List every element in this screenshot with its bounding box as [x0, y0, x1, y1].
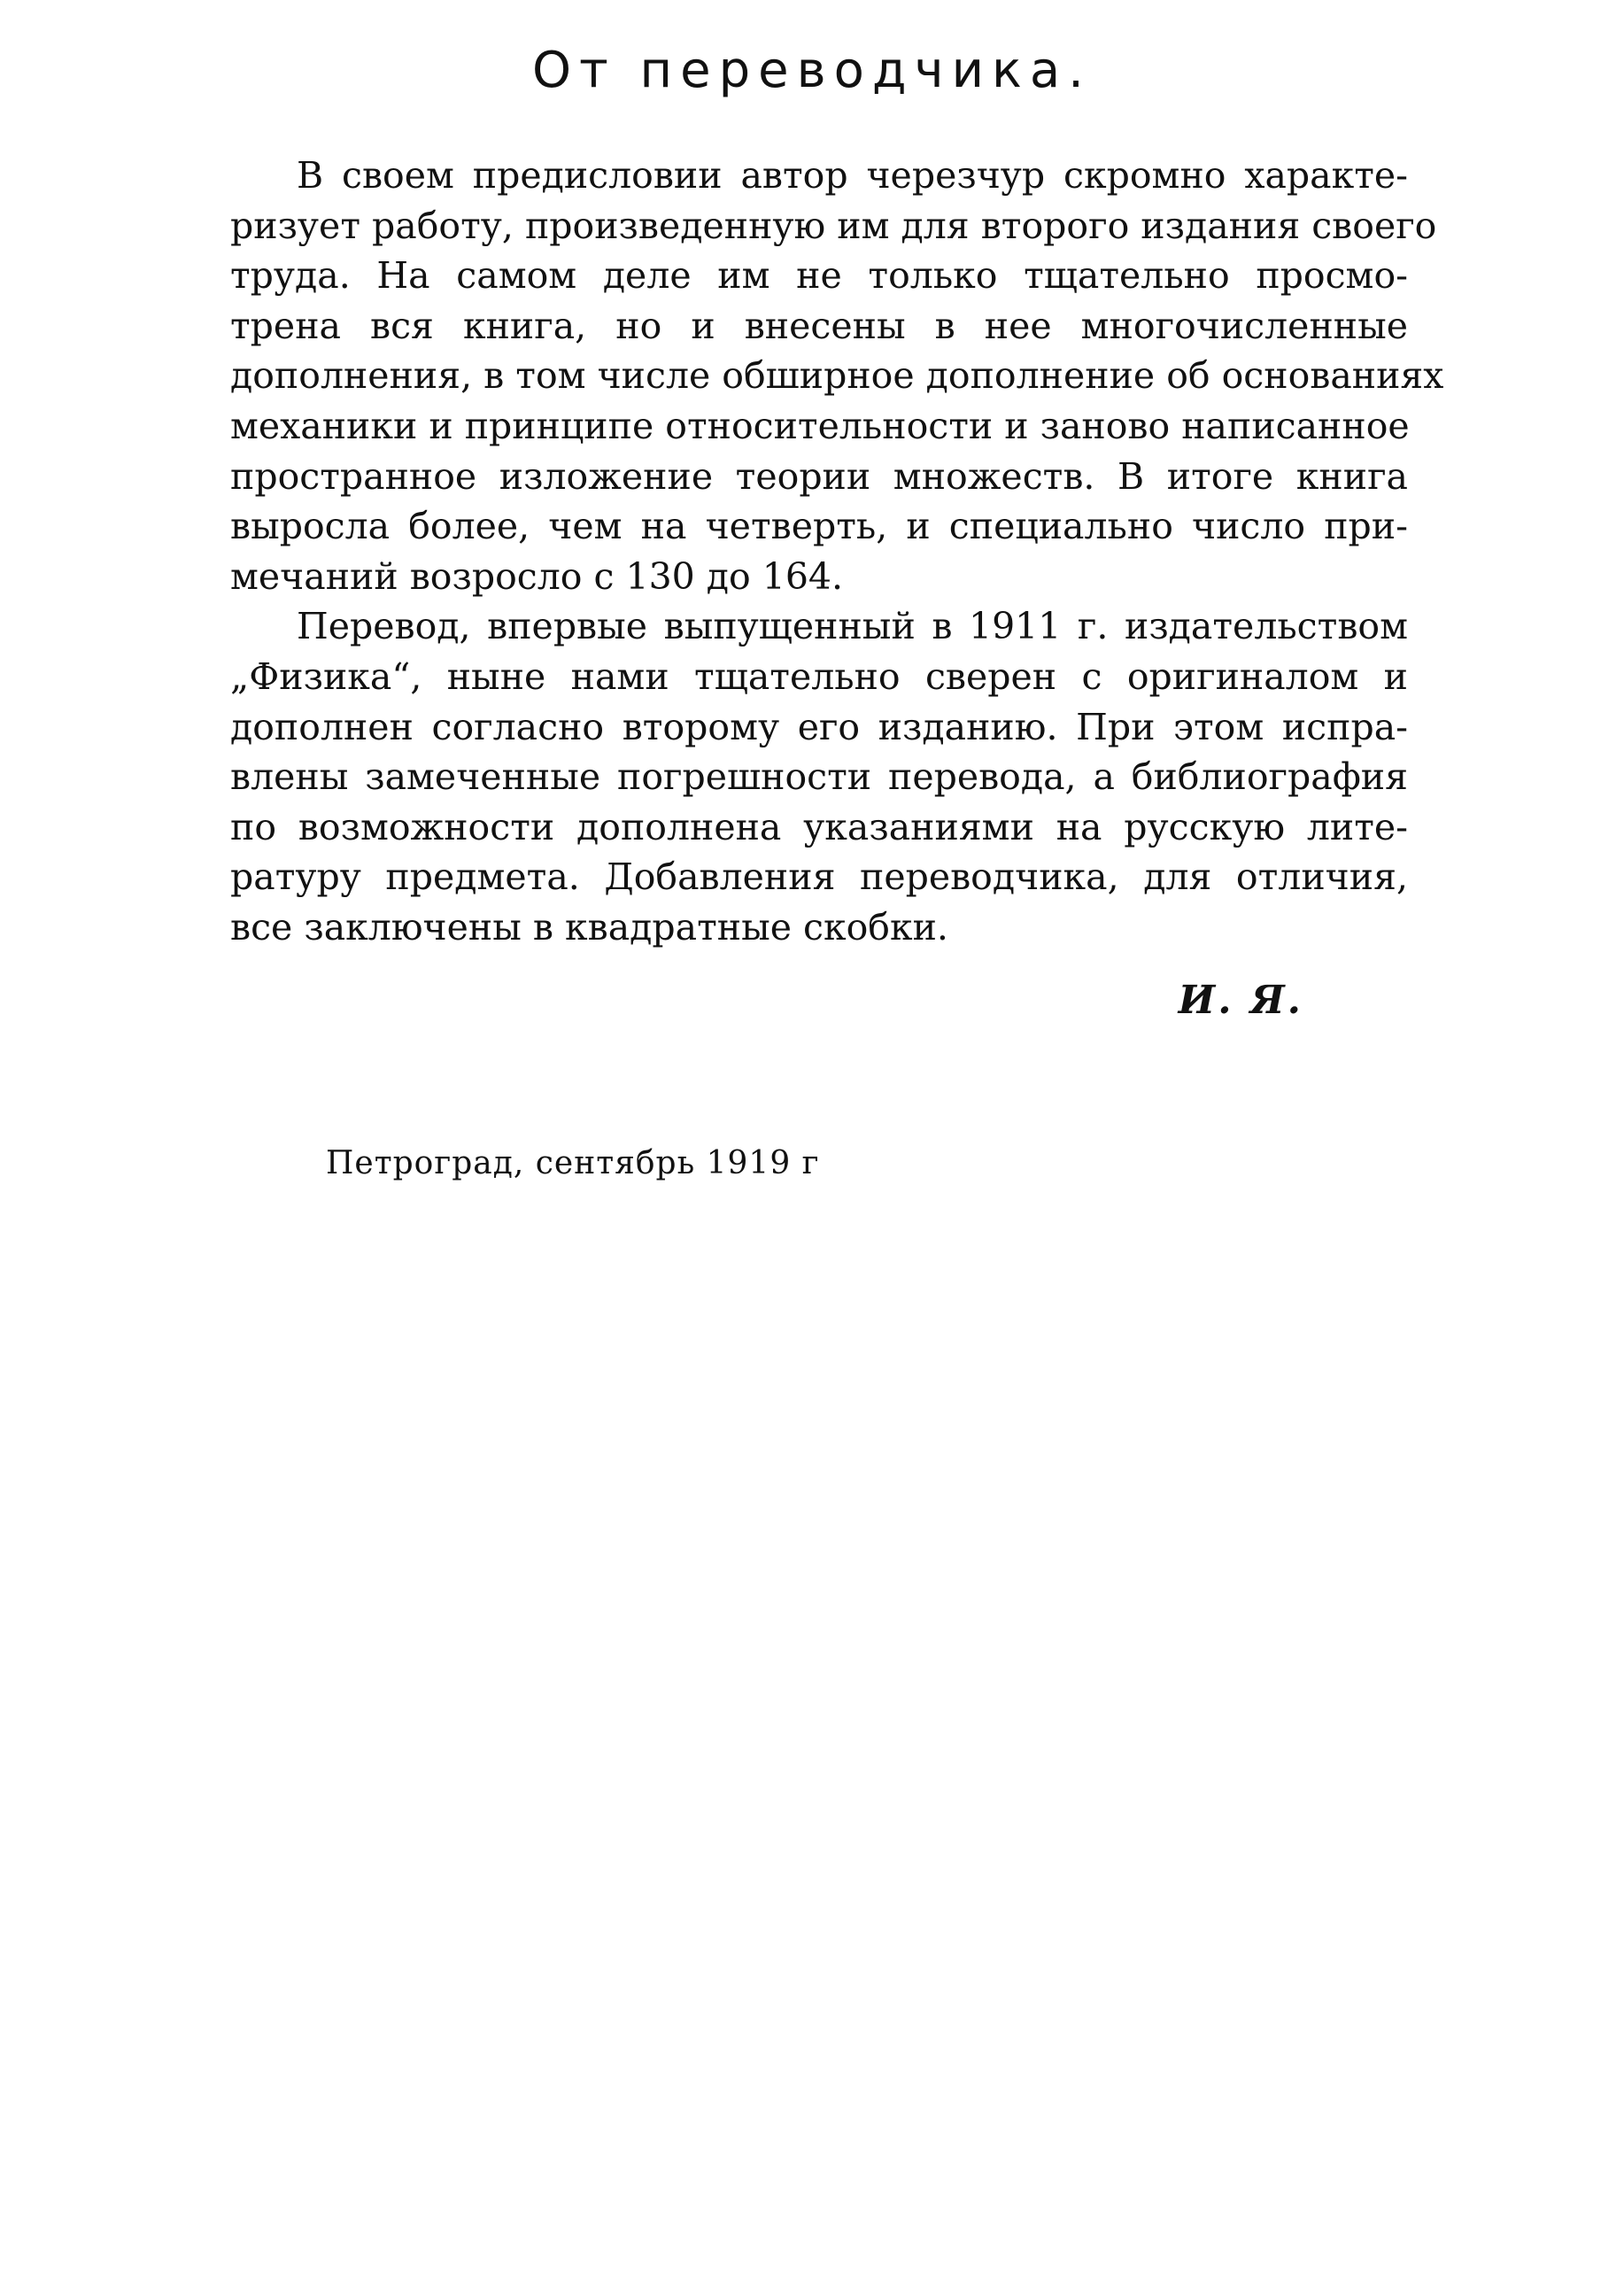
paragraph-1 — [230, 151, 1444, 601]
text-line: механики и принципе относительности и заново написанное — [230, 404, 1410, 447]
text-line: ратуру предмета. Добавления переводчика, для отличия, — [230, 856, 1408, 899]
body-text — [230, 151, 1444, 953]
text-line: все заключены в квадратные скобки. — [230, 905, 948, 948]
text-line: мечаний возросло с 130 до 164. — [230, 554, 844, 598]
signature: И. Я. — [1178, 978, 1303, 1023]
text-line: дополнения, в том числе обширное дополнение об основаниях — [230, 354, 1444, 398]
text-line: труда. На самом деле им не только тщательно просмо- — [230, 254, 1408, 298]
page-title: От переводчика. — [532, 42, 1092, 99]
text-line: трена вся книга, но и внесены в нее многочисленные — [230, 304, 1408, 347]
text-line: пространное изложение теории множеств. В итоге книга — [230, 454, 1408, 498]
text-line: ризует работу, произведенную им для второго издания своего — [230, 204, 1437, 247]
text-line: выросла более, чем на четверть, и специально число при- — [230, 505, 1408, 548]
text-line: „Физика“, ныне нами тщательно сверен с оригиналом и — [230, 654, 1408, 698]
text-line: дополнен согласно второму его изданию. При этом испра- — [230, 705, 1408, 748]
place-date: Петроград, сентябрь 1919 г — [326, 1145, 820, 1181]
paragraph-2 — [230, 601, 1408, 952]
text-line: В своем предисловии автор черезчур скромно характе- — [297, 154, 1408, 197]
text-line: по возможности дополнена указаниями на русскую лите- — [230, 805, 1408, 848]
text-line: влены замеченные погрешности перевода, а библиография — [230, 755, 1408, 799]
text-line: Перевод, впервые выпущенный в 1911 г. издательством — [297, 605, 1408, 648]
